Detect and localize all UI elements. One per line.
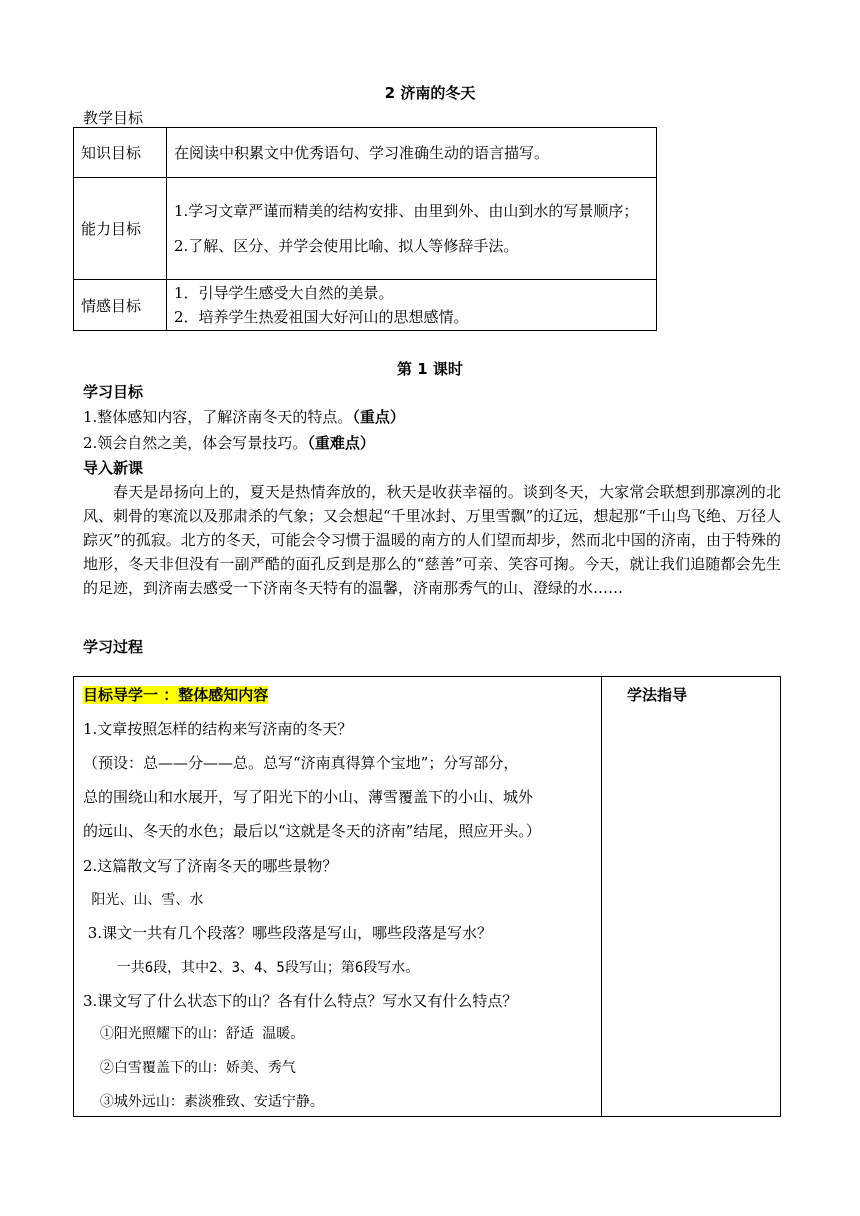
box-line: 阳光、山、雪、水 xyxy=(83,892,204,908)
study-goal-1 xyxy=(83,406,405,427)
objectives-table xyxy=(73,127,657,331)
study-goal-2 xyxy=(83,432,375,453)
box-line: 1.文章按照怎样的结构来写济南的冬天？ xyxy=(83,720,353,738)
document-title: 2 济南的冬天 xyxy=(384,84,476,102)
objectives-label: 教学目标 xyxy=(83,109,144,127)
objective-head: 能力目标 xyxy=(74,178,167,280)
process-label: 学习过程 xyxy=(83,638,144,656)
objective-row-emotion xyxy=(74,280,657,331)
box-line: 3.课文写了什么状态下的山？各有什么特点？写水又有什么特点？ xyxy=(83,992,518,1010)
column-divider xyxy=(601,676,602,1117)
objective-row-ability xyxy=(74,178,657,280)
box-line: （预设：总——分——总。总写“济南真得算个宝地”；分写部分， xyxy=(83,754,519,772)
box-line: 3.课文一共有几个段落？哪些段落是写山，哪些段落是写水？ xyxy=(83,924,493,942)
lesson-heading: 第 1 课时 xyxy=(397,360,463,378)
objective-head: 知识目标 xyxy=(74,128,167,178)
box-line: 2.这篇散文写了济南冬天的哪些景物？ xyxy=(83,857,338,875)
box-line: 的远山、冬天的水色；最后以“这就是冬天的济南”结尾，照应开头。） xyxy=(83,822,541,840)
objective-text xyxy=(167,178,657,280)
box-line: ②白雪覆盖下的山：娇美、秀气 xyxy=(83,1060,296,1076)
box-line: ①阳光照耀下的山：舒适 温暖。 xyxy=(83,1026,305,1042)
study-goal-tag: （重难点） xyxy=(307,434,375,452)
box-line: 总的围绕山和水展开，写了阳光下的小山、薄雪覆盖下的小山、城外 xyxy=(83,788,534,806)
box-line: 一共6段，其中2、3、4、5段写山；第6段写水。 xyxy=(83,960,420,976)
study-goal-text: 2.领会自然之美，体会写景技巧。 xyxy=(83,434,308,452)
objective-line: 2．培养学生热爱祖国大好河山的思想感情。 xyxy=(174,308,469,326)
objective-row-knowledge xyxy=(74,128,657,178)
study-goal-text: 1.整体感知内容，了解济南冬天的特点。 xyxy=(83,408,353,426)
study-goal-tag: （重点） xyxy=(352,408,405,426)
box-heading xyxy=(83,684,268,705)
study-goals-label: 学习目标 xyxy=(83,383,144,401)
box-heading-text: 目标导学一 ：整体感知内容 xyxy=(83,686,269,704)
objective-line: 1．引导学生感受大自然的美景。 xyxy=(174,284,394,302)
objective-text: 在阅读中积累文中优秀语句、学习准确生动的语言描写。 xyxy=(167,128,657,178)
objective-text xyxy=(167,280,657,331)
intro-label: 导入新课 xyxy=(83,459,144,477)
box-line: ③城外远山：素淡雅致、安适宁静。 xyxy=(83,1094,324,1110)
objective-line: 1.学习文章严谨而精美的结构安排、由里到外、由山到水的写景顺序； xyxy=(174,201,639,220)
guide-label: 学法指导 xyxy=(627,686,688,704)
intro-paragraph: 春天是昂扬向上的，夏天是热情奔放的，秋天是收获幸福的。谈到冬天，大家常会联想到那凛冽的北风、刺骨的寒流以及那肃杀的气象；又会想起“千里冰封、万里雪飘”的辽远，想起那“千山鸟飞绝、万径人踪灭”的孤寂。北方的冬天，可能会令习惯于温暖的南方的人们望而却步，然而北中国的济南，由于特殊的地形，冬天非但没有一副严酷的面孔反到是那么的“慈善”可亲、笑容可掬。今天，就让我们追随都会先生的足迹，到济南去感受一下济南冬天特有的温馨，济南那秀气的山、澄绿的水…… xyxy=(83,483,782,597)
objective-head: 情感目标 xyxy=(74,280,167,331)
objective-line: 2.了解、区分、并学会使用比喻、拟人等修辞手法。 xyxy=(174,236,519,255)
